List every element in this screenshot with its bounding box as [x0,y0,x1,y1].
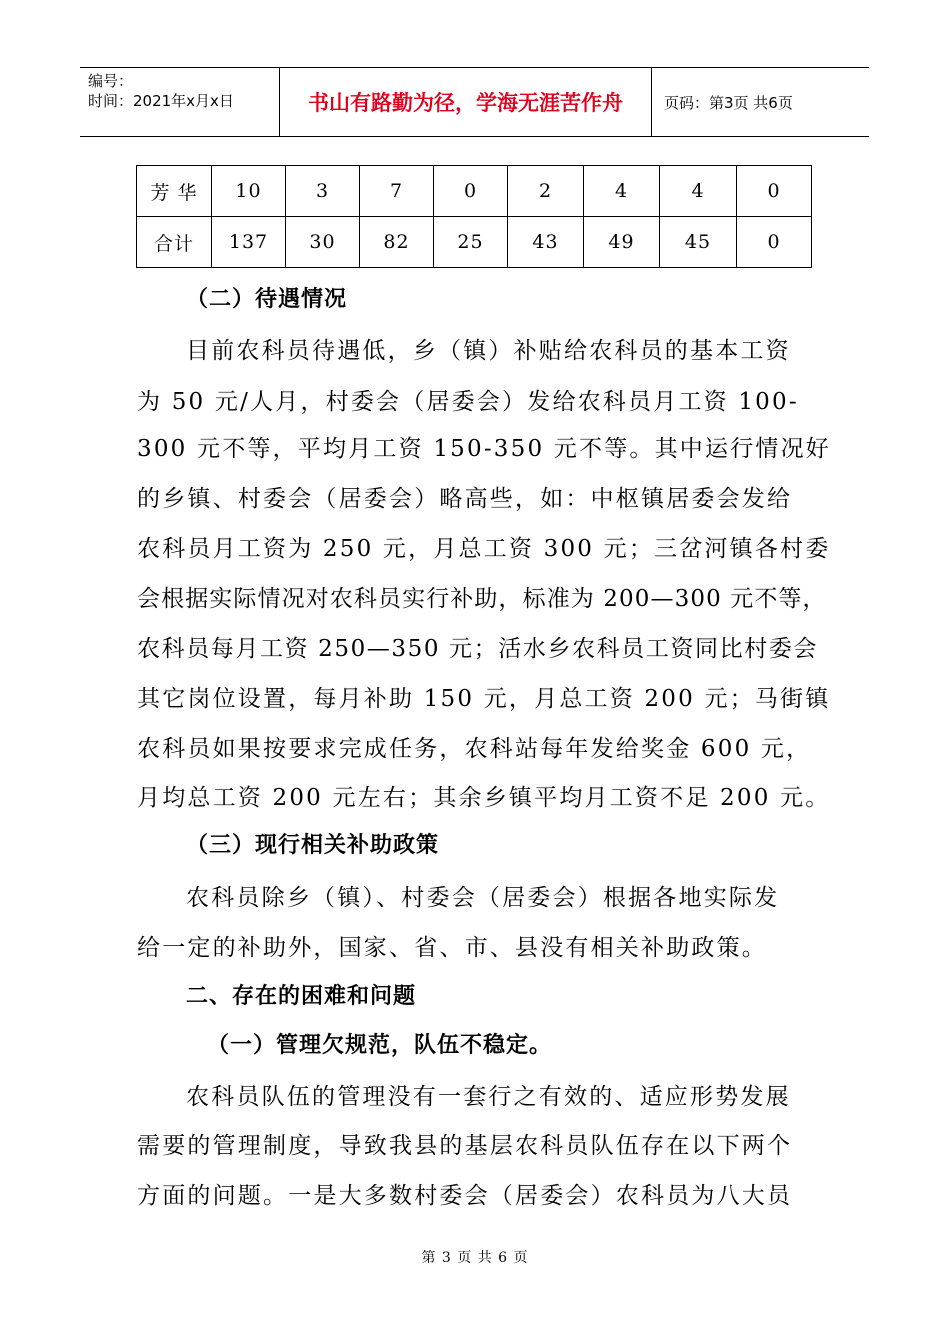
paragraph-line: 给一定的补助外，国家、省、市、县没有相关补助政策。 [137,935,767,961]
paragraph-line: 农科员除乡（镇）、村委会（居委会）根据各地实际发 [186,885,780,911]
table-cell: 43 [508,217,584,268]
paragraph-line: 为 50 元/人月，村委会（居委会）发给农科员月工资 100- [137,389,799,415]
header-page-info: 页码：第3页 共6页 [664,93,793,112]
paragraph-line: 月均总工资 200 元左右；其余乡镇平均月工资不足 200 元。 [137,785,831,811]
table-cell: 0 [737,166,812,217]
paragraph-line: 方面的问题。一是大多数村委会（居委会）农科员为八大员 [137,1183,793,1209]
section-heading-management: （一）管理欠规范，队伍不稳定。 [207,1033,553,1058]
page-footer: 第 3 页 共 6 页 [421,1250,529,1266]
table-cell: 30 [286,217,360,268]
paragraph-line: 农科员每月工资 250—350 元；活水乡农科员工资同比村委会 [137,636,819,662]
section-heading-policy: （三）现行相关补助政策 [186,833,440,858]
header-meta [80,68,280,136]
paragraph-line: 的乡镇、村委会（居委会）略高些，如：中枢镇居委会发给 [137,486,793,512]
paragraph-line: 目前农科员待遇低，乡（镇）补贴给农科员的基本工资 [186,338,791,364]
table-cell: 82 [360,217,434,268]
table-cell: 137 [212,217,286,268]
section-heading-benefits: （二）待遇情况 [186,287,348,312]
table-row [137,166,812,217]
page-header [80,67,869,137]
table-cell: 合计 [137,217,212,268]
table-cell: 3 [286,166,360,217]
table-cell: 0 [737,217,812,268]
statistics-table [136,165,812,268]
table-cell: 4 [584,166,660,217]
table-cell: 10 [212,166,286,217]
table-cell: 7 [360,166,434,217]
section-heading-problems: 二、存在的困难和问题 [186,984,417,1009]
paragraph-line: 农科员月工资为 250 元，月总工资 300 元；三岔河镇各村委 [137,536,831,562]
header-motto: 书山有路勤为径，学海无涯苦作舟 [280,68,652,136]
paragraph-line: 会根据实际情况对农科员实行补助，标准为 200—300 元不等， [137,586,827,612]
table-cell: 45 [660,217,737,268]
table-cell: 49 [584,217,660,268]
table-cell: 4 [660,166,737,217]
number-label: 编号： [88,72,134,90]
paragraph-line: 农科员队伍的管理没有一套行之有效的、适应形势发展 [186,1084,791,1110]
table-cell: 2 [508,166,584,217]
date-label: 时间：2021年x月x日 [88,92,234,110]
table-cell: 0 [434,166,508,217]
paragraph-line: 农科员如果按要求完成任务，农科站每年发给奖金 600 元， [137,736,812,762]
table-cell: 芳 华 [137,166,212,217]
table-row [137,217,812,268]
paragraph-line: 其它岗位设置，每月补助 150 元，月总工资 200 元；马街镇 [137,686,831,712]
paragraph-line: 需要的管理制度，导致我县的基层农科员队伍存在以下两个 [137,1133,793,1159]
table-cell: 25 [434,217,508,268]
paragraph-line: 300 元不等，平均月工资 150-350 元不等。其中运行情况好 [137,436,832,462]
